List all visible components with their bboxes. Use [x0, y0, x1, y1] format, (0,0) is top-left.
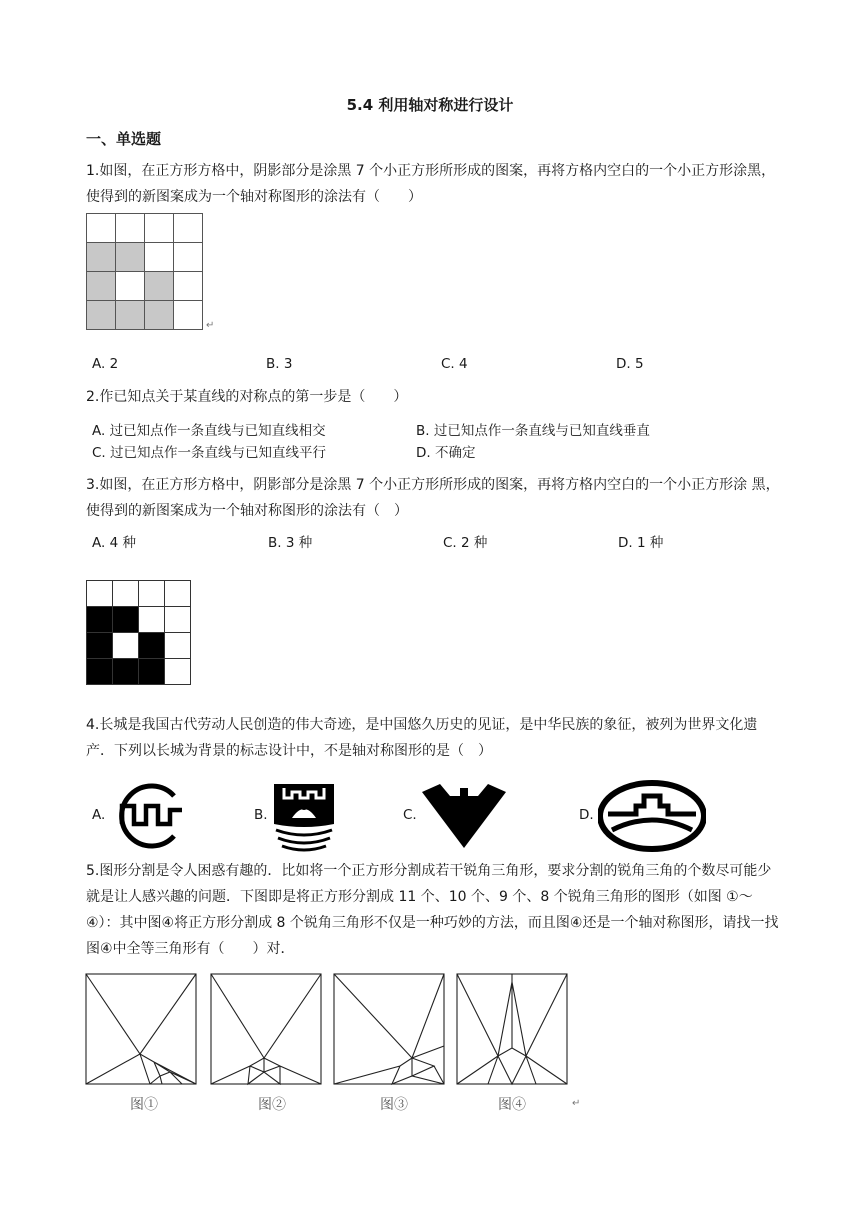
figure-caption-2: 图②: [258, 1097, 286, 1113]
q4-option-d[interactable]: D.: [579, 807, 594, 823]
question-3-figure: [86, 580, 191, 685]
question-5-figures: [84, 972, 584, 1087]
question-1-text: 1.如图，在正方形方格中，阴影部分是涂黑 7 个小正方形所形成的图案，再将方格内空白的一个小正方形涂黑，使得到的新图案成为一个轴对称图形的涂法有（ ）: [86, 163, 776, 205]
figure-caption-3: 图③: [380, 1097, 408, 1113]
q4-option-c[interactable]: C.: [403, 807, 417, 823]
q3-option-b[interactable]: B. 3 种: [268, 535, 313, 551]
question-4-text: 4.长城是我国古代劳动人民创造的伟大奇迹，是中国悠久历史的见证，是中华民族的象征，被列为世界文化遗产．下列以长城为背景的标志设计中，不是轴对称图形的是（ ）: [86, 717, 758, 759]
q4-option-a[interactable]: A.: [92, 807, 106, 823]
q3-option-c[interactable]: C. 2 种: [443, 535, 488, 551]
logo-b: [270, 778, 338, 854]
logo-c: [420, 782, 508, 850]
q3-grid: [86, 580, 191, 685]
logo-a: [112, 780, 184, 852]
q1-option-c[interactable]: C. 4: [441, 356, 468, 372]
return-mark: ↵: [572, 1098, 581, 1109]
question-1-figure: [86, 213, 203, 330]
q3-option-a[interactable]: A. 4 种: [92, 535, 136, 551]
q2-option-c[interactable]: C. 过已知点作一条直线与已知直线平行: [92, 445, 327, 461]
question-2-text: 2.作已知点关于某直线的对称点的第一步是（ ）: [86, 389, 408, 405]
question-3-text: 3.如图，在正方形方格中，阴影部分是涂黑 7 个小正方形所形成的图案，再将方格内空白的一个小正方形涂 黑，使得到的新图案成为一个轴对称图形的涂法有（ ）: [86, 477, 780, 519]
q2-option-b[interactable]: B. 过已知点作一条直线与已知直线垂直: [416, 423, 650, 439]
question-5-text: 5.图形分割是令人困惑有趣的．比如将一个正方形分割成若干锐角三角形，要求分割的锐角三角的个数尽可能少就是让人感兴趣的问题．下图即是将正方形分割成 11 个、10 个、9 个、8 个锐角三角形的图形（如图 ①～④）：其中图④将正方形分割成 8 个锐角三角形不仅是一种巧妙的方法，而且图④还是一个轴对称图形，请找一找图④中全等三角形有（ ）对．: [86, 863, 779, 957]
q1-option-a[interactable]: A. 2: [92, 356, 119, 372]
q1-option-b[interactable]: B. 3: [266, 356, 293, 372]
q1-option-d[interactable]: D. 5: [616, 356, 644, 372]
q3-option-d[interactable]: D. 1 种: [618, 535, 664, 551]
figure-caption-4: 图④: [498, 1097, 526, 1113]
q4-option-b[interactable]: B.: [254, 807, 268, 823]
return-mark: ↵: [206, 320, 215, 331]
q2-option-a[interactable]: A. 过已知点作一条直线与已知直线相交: [92, 423, 326, 439]
q1-grid: [86, 213, 203, 330]
q2-option-d[interactable]: D. 不确定: [416, 445, 476, 461]
figure-caption-1: 图①: [130, 1097, 158, 1113]
section-heading: 一、单选题: [86, 130, 162, 148]
logo-d: [598, 780, 706, 852]
page-title: 5.4 利用轴对称进行设计: [346, 96, 514, 114]
